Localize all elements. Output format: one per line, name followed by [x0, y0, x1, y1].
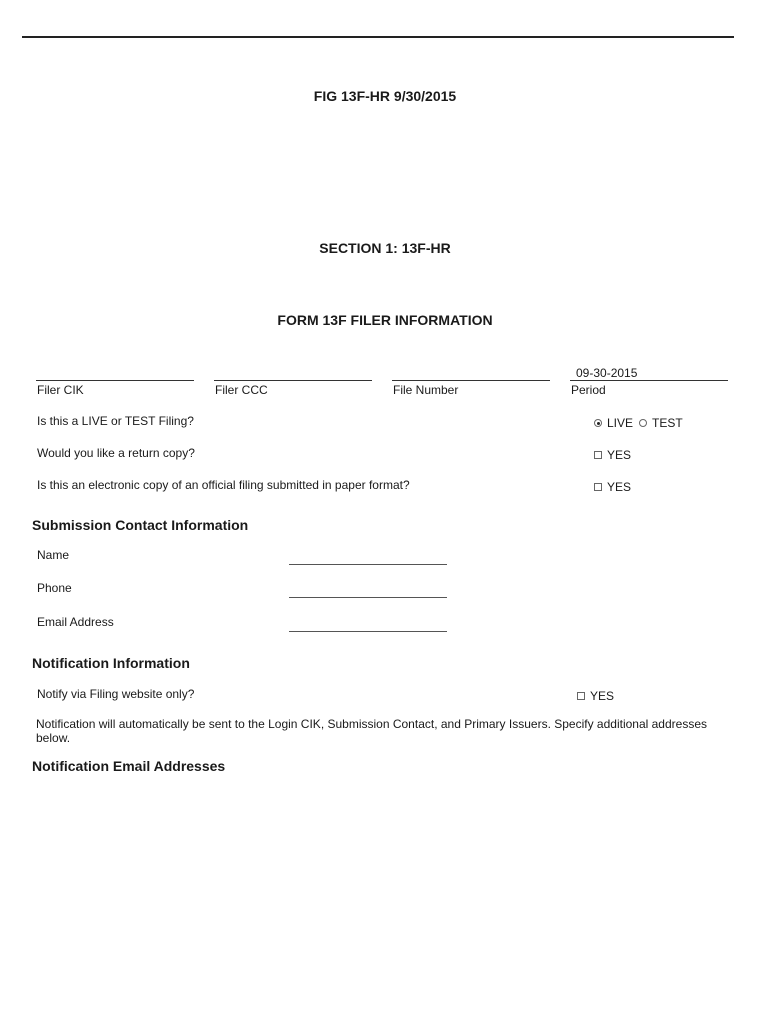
filer-cik-field[interactable] — [36, 380, 194, 381]
return-copy-checkbox[interactable] — [594, 451, 602, 459]
return-copy-yes-label: YES — [607, 448, 632, 462]
notify-option — [577, 689, 614, 703]
filer-ccc-label: Filer CCC — [215, 383, 268, 397]
submission-contact-title: Submission Contact Information — [32, 517, 249, 533]
contact-email-label: Email Address — [37, 615, 114, 629]
filer-info-title: FORM 13F FILER INFORMATION — [277, 312, 493, 328]
electronic-copy-question: Is this an electronic copy of an official filing submitted in paper format? — [37, 478, 410, 492]
period-label: Period — [571, 383, 606, 397]
contact-name-input[interactable] — [289, 564, 447, 565]
contact-name-label: Name — [37, 548, 70, 562]
file-number-label: File Number — [393, 383, 459, 397]
filer-cik-label: Filer CIK — [37, 383, 84, 397]
test-radio-label: TEST — [652, 416, 683, 430]
contact-phone-label: Phone — [37, 581, 72, 595]
live-test-question: Is this a LIVE or TEST Filing? — [37, 414, 194, 428]
form-title: FIG 13F-HR 9/30/2015 — [313, 88, 457, 104]
electronic-copy-option — [594, 480, 631, 494]
contact-email-input[interactable] — [289, 631, 447, 632]
live-test-options — [594, 416, 683, 430]
period-field[interactable] — [570, 380, 728, 381]
notification-title: Notification Information — [32, 655, 190, 671]
filer-ccc-field[interactable] — [214, 380, 372, 381]
return-copy-option — [594, 448, 631, 462]
live-radio[interactable] — [594, 419, 602, 427]
notification-email-title: Notification Email Addresses — [32, 758, 226, 774]
file-number-field[interactable] — [392, 380, 550, 381]
section-title: SECTION 1: 13F-HR — [319, 240, 451, 256]
notification-note: Notification will automatically be sent to the Login CIK, Submission Contact, and Primary Issuers. Specify additional addresses below. — [36, 717, 707, 745]
notify-checkbox[interactable] — [577, 692, 585, 700]
top-rule — [22, 36, 734, 38]
live-radio-label: LIVE — [607, 416, 634, 430]
electronic-copy-checkbox[interactable] — [594, 483, 602, 491]
test-radio[interactable] — [639, 419, 647, 427]
notify-yes-label: YES — [590, 689, 615, 703]
electronic-copy-yes-label: YES — [607, 480, 632, 494]
notify-question: Notify via Filing website only? — [37, 687, 195, 701]
period-value: 09-30-2015 — [576, 366, 638, 380]
contact-phone-input[interactable] — [289, 597, 447, 598]
return-copy-question: Would you like a return copy? — [37, 446, 195, 460]
